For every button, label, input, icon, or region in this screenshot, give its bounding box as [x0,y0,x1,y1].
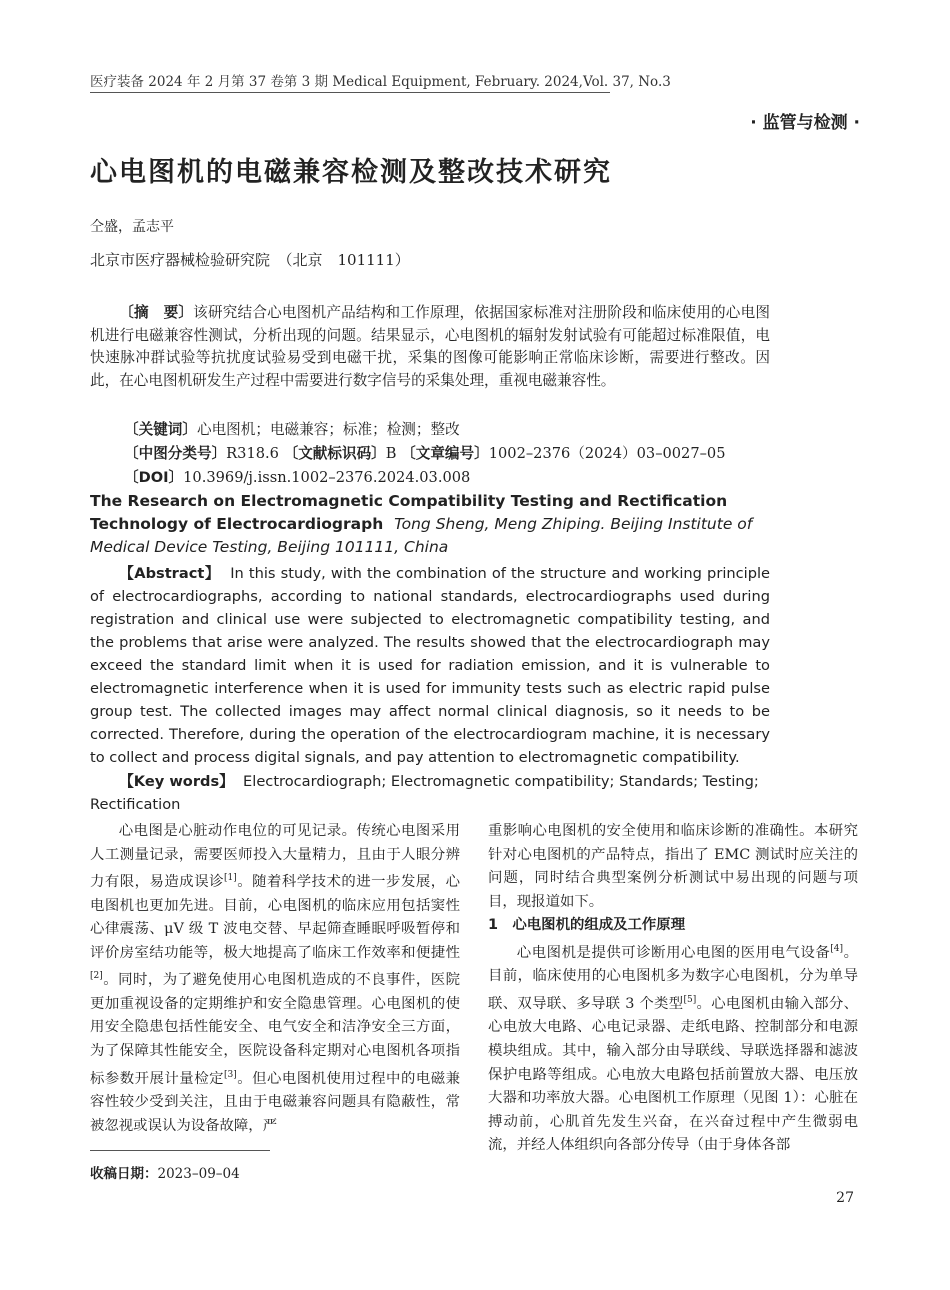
section-heading: 1 心电图机的组成及工作原理 [488,917,686,934]
citation: [4] [830,943,844,954]
english-abstract [90,562,770,769]
received-value: 2023–09–04 [157,1166,240,1182]
keywords-cn-text: 心电图机；电磁兼容；标准；检测；整改 [196,421,460,438]
text-run: 。目前，临床使用的心电图机多为数字心电图机，分为单导联、双导联、多导联 3 个类型 [488,944,858,1012]
english-keywords-label: 【Key words】 [119,773,234,790]
doi-value: 10.3969/j.issn.1002–2376.2024.03.008 [183,469,471,486]
journal-header: 医疗装备 2024 年 2 月第 37 卷第 3 期 Medical Equipment, February. 2024,Vol. 37, No.3 [90,74,671,90]
text-run: 心电图是心脏动作电位的可见记录。传统心电图采用人工测量记录，需要医师投入大量精力，且由于人眼分辨力有限，易造成误诊 [90,823,460,890]
english-title-block [90,490,780,559]
authors: 仝盛，孟志平 [90,219,174,235]
article-no-value: 1002–2376（2024）03–0027–05 [488,445,726,462]
doc-code-label: 〔文献标识码〕 [283,445,386,462]
body-column-right [488,820,858,1158]
classification-line [124,442,726,463]
citation: [1] [223,873,237,884]
citation: [2] [90,971,103,982]
article-no-label: 〔文章编号〕 [401,445,489,462]
body-column-left [90,820,460,1138]
section-tag: · 监管与检测 · [750,113,860,133]
doi-line [124,466,470,487]
text-run: 。同时，为了避免使用心电图机造成的不良事件，医院更加重视设备的定期维护和安全隐患管理。心电图机的使用安全隐患包括性能安全、电气安全和洁净安全三方面，为了保障其性能安全，医院设备科定期对心电图机各项指标参数开展计量检定 [90,972,460,1087]
body-paragraph: 重影响心电图机的安全使用和临床诊断的准确性。本研究针对心电图机的产品特点，指出了 EMC 测试时应关注的问题，同时结合典型案例分析测试中易出现的问题与项目，现报道如下。 [488,823,858,910]
doi-label: 〔DOI〕 [124,469,184,486]
abstract-cn [90,302,770,392]
footnote-divider [90,1150,270,1151]
english-authors: Tong Sheng, Meng Zhiping. Beijing Institute of Medical Device Testing, Beijing 101111, China [90,515,753,556]
text-run: 。心电图机由输入部分、心电放大电路、心电记录器、走纸电路、控制部分和电源模块组成。其中，输入部分由导联线、导联选择器和滤波保护电路等组成。心电放大电路包括前置放大器、电压放大器和功率放大器。心电图机工作原理（见图 1）：心脏在搏动前，心肌首先发生兴奋，在兴奋过程中产生微弱电流，并经人体组织向各部分传导（由于身体各部 [488,995,858,1154]
text-run: 。但心电图机使用过程中的电磁兼容性较少受到关注，且由于电磁兼容问题具有隐蔽性，常被忽视或误认为设备故障，严 [90,1070,460,1134]
keywords-cn [124,418,460,439]
english-abstract-label: 【Abstract】 [119,565,220,582]
received-label: 收稿日期： [90,1166,158,1182]
english-keywords [90,770,770,816]
header-divider [90,92,610,93]
citation: [5] [683,994,697,1005]
body-paragraph [90,820,460,1138]
english-keywords-text: Electrocardiograph; Electromagnetic compatibility; Standards; Testing; Rectification [90,773,759,813]
affiliation: 北京市医疗器械检验研究院 （北京 101111） [90,251,410,269]
received-date [90,1162,240,1182]
text-run: 心电图机是提供可诊断用心电图的医用电气设备 [516,944,831,961]
abstract-cn-label: 〔摘 要〕 [119,304,194,321]
doc-code-value: B [385,445,397,462]
citation: [3] [223,1069,237,1080]
text-run: 。随着科学技术的进一步发展，心电图机也更加先进。目前，心电图机的临床应用包括窦性心律震荡、μV 级 T 波电交替、早起筛查睡眠呼吸暂停和评价房室结功能等，极大地提高了临床工作效率和便捷性 [90,873,460,961]
article-title: 心电图机的电磁兼容检测及整改技术研究 [90,157,612,188]
body-paragraph [488,938,858,1158]
clc-value: R318.6 [226,445,279,462]
keywords-cn-label: 〔关键词〕 [124,421,197,438]
english-title: The Research on Electromagnetic Compatibility Testing and Rectification Technology of Electrocardiograph [90,492,728,533]
page-number: 27 [836,1190,854,1206]
english-abstract-text: In this study, with the combination of the structure and working principle of electrocardiographs, according to national standards, electrocardiographs used during registration and clinical use were subjected to electromagnetic compatibility testing, and the problems that arise were analyzed. The results showed that the electrocardiograph may exceed the standard limit when it is used for radiation emission, and it is vulnerable to electromagnetic interference when it is used for immunity tests such as electric rapid pulse group test. The collected images may affect normal clinical diagnosis, so it needs to be corrected. Therefore, during the operation of the electrocardiogram machine, it is necessary to collect and process digital signals, and pay attention to electromagnetic compatibility. [90,565,771,766]
abstract-cn-text: 该研究结合心电图机产品结构和工作原理，依据国家标准对注册阶段和临床使用的心电图机进行电磁兼容性测试，分析出现的问题。结果显示，心电图机的辐射发射试验有可能超过标准限值，电快速脉冲群试验等抗扰度试验易受到电磁干扰，采集的图像可能影响正常临床诊断，需要进行整改。因此，在心电图机研发生产过程中需要进行数字信号的采集处理，重视电磁兼容性。 [90,304,770,389]
clc-label: 〔中图分类号〕 [124,445,227,462]
